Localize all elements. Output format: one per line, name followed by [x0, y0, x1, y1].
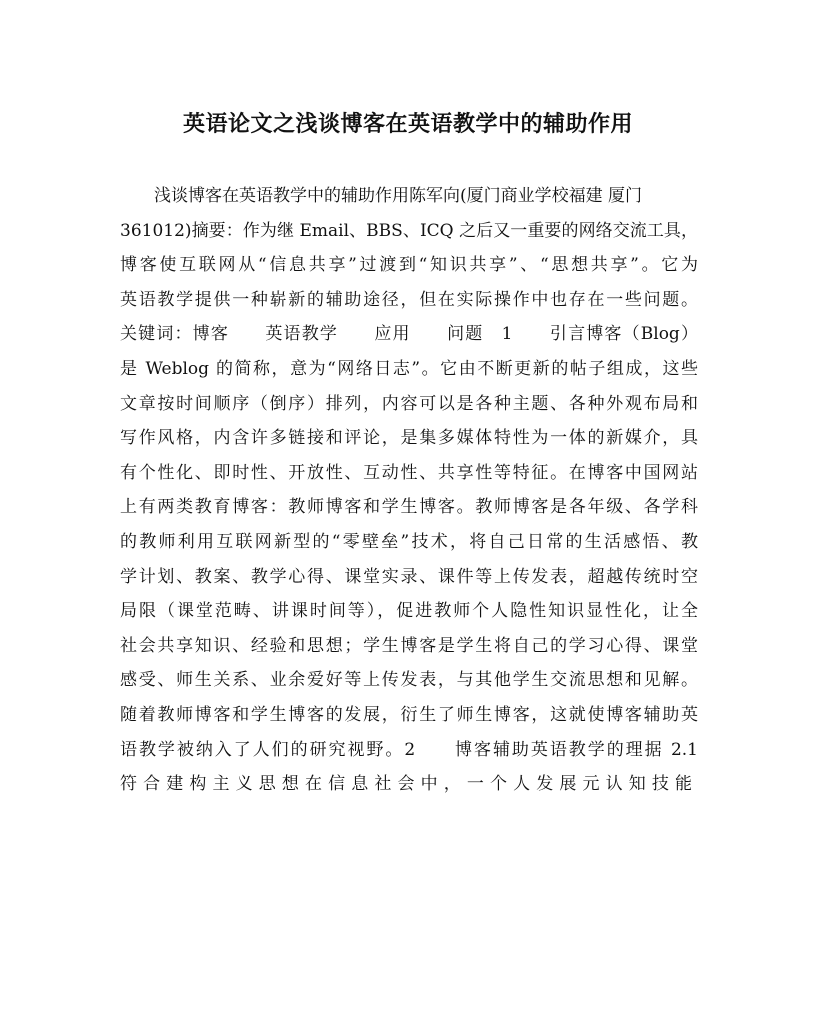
body-line: 写作风格，内含许多链接和评论，是集多媒体特性为一体的新媒介，具: [120, 428, 698, 449]
body-line: 是 Weblog 的简称，意为“网络日志”。它由不断更新的帖子组成，这些: [120, 358, 698, 379]
body-line: 上有两类教育博客：教师博客和学生博客。教师博客是各年级、各学科: [120, 497, 698, 518]
body-line: 关键词：博客 英语教学 应用 问题 1 引言博客（Blog）: [120, 324, 698, 345]
body-line: 符合建构主义思想在信息社会中，一个人发展元认知技能: [120, 774, 698, 795]
body-line: 社会共享知识、经验和思想；学生博客是学生将自己的学习心得、课堂: [120, 635, 698, 656]
body-line: 文章按时间顺序（倒序）排列，内容可以是各种主题、各种外观布局和: [120, 393, 698, 414]
document-title: 英语论文之浅谈博客在英语教学中的辅助作用: [182, 111, 633, 137]
body-line: 浅谈博客在英语教学中的辅助作用陈军向(厦门商业学校福建 厦门: [154, 186, 643, 206]
body-line: 局限（课堂范畴、讲课时间等），促进教师个人隐性知识显性化，让全: [120, 601, 698, 622]
body-line: 英语教学提供一种崭新的辅助途径，但在实际操作中也存在一些问题。: [120, 289, 698, 310]
body-line: 语教学被纳入了人们的研究视野。2 博客辅助英语教学的理据 2.1: [120, 739, 698, 760]
body-line: 的教师利用互联网新型的“零壁垒”技术，将自己日常的生活感悟、教: [120, 531, 698, 552]
body-line: 361012)摘要：作为继 Email、BBS、ICQ 之后又一重要的网络交流工具，: [120, 220, 698, 241]
document-body: [120, 179, 698, 802]
body-line: 感受、师生关系、业余爱好等上传发表，与其他学生交流思想和见解。: [120, 670, 698, 691]
body-line: 博客使互联网从“信息共享”过渡到“知识共享”、“思想共享”。它为: [120, 255, 698, 276]
body-line: 学计划、教案、教学心得、课堂实录、课件等上传发表，超越传统时空: [120, 566, 698, 587]
body-line: 有个性化、即时性、开放性、互动性、共享性等特征。在博客中国网站: [120, 462, 698, 483]
body-line: 随着教师博客和学生博客的发展，衍生了师生博客，这就使博客辅助英: [120, 704, 698, 725]
